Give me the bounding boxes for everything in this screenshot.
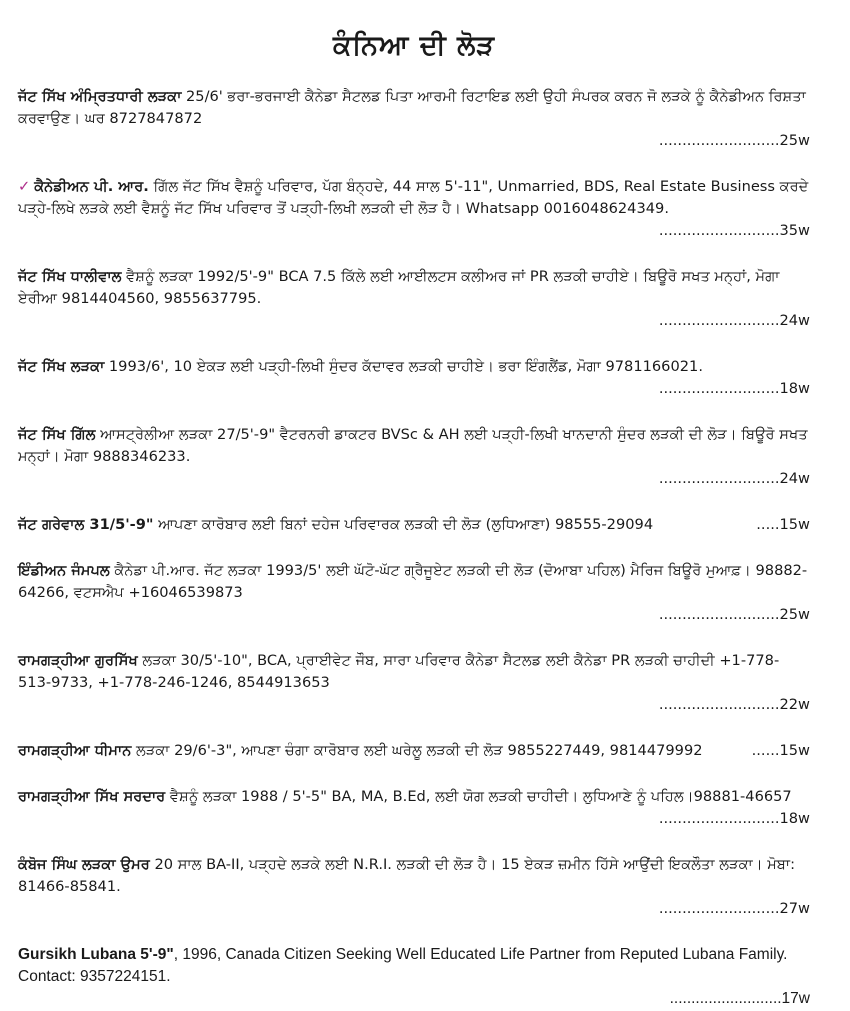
ad-body: , 1996, Canada Citizen Seeking Well Educated Life Partner from Reputed Lubana Family. Contact: 9357224151. [18,946,788,985]
ad-body: ਆਸਟ੍ਰੇਲੀਆ ਲੜਕਾ 27/5'-9" ਵੈਟਰਨਰੀ ਡਾਕਟਰ BVSc & AH ਲਈ ਪੜ੍ਹੀ-ਲਿਖੀ ਖਾਨਦਾਨੀ ਸੁੰਦਰ ਲੜਕੀ ਦੀ ਲੋੜ। ਬਿਊਰੋ ਸਖਤ ਮਨ੍ਹਾਂ। ਮੋਗਾ 9888346233. [18,426,808,465]
classified-ad [18,176,810,242]
ad-rate: ..........................17w [669,990,810,1007]
classified-ad [18,740,810,762]
ad-lead: ਇੰਡੀਅਨ ਜੰਮਪਲ [18,562,110,579]
ad-body: ਵੈਸ਼ਨੂੰ ਲੜਕਾ 1988 / 5'-5" BA, MA, B.Ed, ਲਈ ਯੋਗ ਲੜਕੀ ਚਾਹੀਦੀ। ਲੁਧਿਆਣੇ ਨੂੰ ਪਹਿਲ।98881-46657 [165,788,792,805]
ad-lead: ਜੱਟ ਸਿੱਖ ਗਿੱਲ [18,426,96,443]
classified-ad [18,424,810,490]
checkmark-icon: ✓ [18,178,31,195]
ad-body: ਲੜਕਾ 30/5'-10", BCA, ਪ੍ਰਾਈਵੇਟ ਜੌਬ, ਸਾਰਾ ਪਰਿਵਾਰ ਕੈਨੇਡਾ ਸੈਟਲਡ ਲਈ ਕੈਨੇਡਾ PR ਲੜਕੀ ਚਾਹੀਦੀ +1-778-513-9733, +1-778-246-1246, 8544913653 [18,652,780,691]
classified-ad [18,650,810,716]
ad-lead: ਰਾਮਗੜ੍ਹੀਆ ਧੀਮਾਨ [18,742,132,759]
classified-ad [18,86,810,152]
ad-body: ਲੜਕਾ 29/6'-3", ਆਪਣਾ ਚੰਗਾ ਕਾਰੋਬਾਰ ਲਈ ਘਰੇਲੂ ਲੜਕੀ ਦੀ ਲੋੜ 9855227449, 9814479992 [131,742,703,759]
ad-body: 25/6' ਭਰਾ-ਭਰਜਾਈ ਕੈਨੇਡਾ ਸੈਟਲਡ ਪਿਤਾ ਆਰਮੀ ਰਿਟਾਇਡ ਲਈ ਉਹੀ ਸੰਪਰਕ ਕਰਨ ਜੋ ਲੜਕੇ ਨੂੰ ਕੈਨੇਡੀਅਨ ਰਿਸ਼ਤਾ ਕਰਵਾਉਣ। ਘਰ 8727847872 [18,88,806,127]
ad-lead: ਕੰਬੋਜ ਸਿੰਘ ਲੜਕਾ ਉਮਰ [18,856,150,873]
ad-lead: ਕੈਨੇਡੀਅਨ ਪੀ. ਆਰ. [34,178,149,195]
ad-body: ਵੈਸ਼ਨੂੰ ਲੜਕਾ 1992/5'-9" BCA 7.5 ਕਿੱਲੇ ਲਈ ਆਈਲਟਸ ਕਲੀਅਰ ਜਾਂ PR ਲੜਕੀ ਚਾਹੀਏ। ਬਿਊਰੋ ਸਖਤ ਮਨ੍ਹਾਂ, ਮੋਗਾ ਏਰੀਆ 9814404560, 9855637795. [18,268,780,307]
ad-rate: ..........................24w [658,470,810,487]
ad-lead: ਰਾਮਗੜ੍ਹੀਆ ਸਿੱਖ ਸਰਦਾਰ [18,788,166,805]
ads-list [18,86,810,1010]
ad-lead: Gursikh Lubana 5'-9" [18,946,174,963]
ad-rate: ..........................35w [658,222,810,239]
ad-rate: ..........................22w [658,696,810,713]
classified-ad [18,944,810,1010]
ad-body: 1993/6', 10 ਏਕੜ ਲਈ ਪੜ੍ਹੀ-ਲਿਖੀ ਸੁੰਦਰ ਕੱਦਾਵਰ ਲੜਕੀ ਚਾਹੀਏ। ਭਰਾ ਇੰਗਲੈਂਡ, ਮੋਗਾ 9781166021. [104,358,703,375]
ad-rate: ..........................18w [658,810,810,827]
ad-lead: ਜੱਟ ਸਿੱਖ ਲੜਕਾ [18,358,105,375]
ad-rate: ......15w [751,742,810,759]
classified-ad [18,854,810,920]
classified-ad [18,786,810,830]
classified-ad [18,356,810,400]
ad-rate: ..........................25w [658,606,810,623]
ad-rate: ..........................24w [658,312,810,329]
ad-body: ਆਪਣਾ ਕਾਰੋਬਾਰ ਲਈ ਬਿਨਾਂ ਦਹੇਜ ਪਰਿਵਾਰਕ ਲੜਕੀ ਦੀ ਲੋੜ (ਲੁਧਿਆਣਾ) 98555-29094 [153,516,654,533]
ad-rate: ..........................27w [658,900,810,917]
classified-ad [18,266,810,332]
classified-ad [18,560,810,626]
ad-body: ਕੈਨੇਡਾ ਪੀ.ਆਰ. ਜੱਟ ਲੜਕਾ 1993/5' ਲਈ ਘੱਟੋ-ਘੱਟ ਗ੍ਰੈਜੂਏਟ ਲੜਕੀ ਦੀ ਲੋੜ (ਦੋਆਬਾ ਪਹਿਲ) ਮੈਰਿਜ ਬਿਊਰੋ ਮੁਆਫ਼। 98882-64266, ਵਟਸਐਪ +16046539873 [18,562,808,601]
ad-rate: ..........................25w [658,132,810,149]
ad-body: ਗਿੱਲ ਜੱਟ ਸਿੱਖ ਵੈਸ਼ਨੂੰ ਪਰਿਵਾਰ, ਪੱਗ ਬੰਨ੍ਹਦੇ, 44 ਸਾਲ 5'-11", Unmarried, BDS, Real Estate Business ਕਰਦੇ ਪੜ੍ਹੇ-ਲਿਖੇ ਲੜਕੇ ਲਈ ਵੈਸ਼ਨੂੰ ਜੱਟ ਸਿੱਖ ਪਰਿਵਾਰ ਤੋਂ ਪੜ੍ਹੀ-ਲਿਖੀ ਲੜਕੀ ਦੀ ਲੋੜ ਹੈ। Whatsapp 0016048624349. [18,178,809,217]
ad-lead: ਰਾਮਗੜ੍ਹੀਆ ਗੁਰਸਿੱਖ [18,652,138,669]
ad-rate: ..........................18w [658,380,810,397]
page-title: ਕੰਨਿਆ ਦੀ ਲੋੜ [332,30,496,61]
ad-lead: ਜੱਟ ਸਿੱਖ ਧਾਲੀਵਾਲ [18,268,122,285]
classified-ad [18,514,810,536]
ad-rate: .....15w [756,516,810,533]
ad-lead: ਜੱਟ ਗਰੇਵਾਲ 31/5'-9" [18,516,154,533]
ad-body: 20 ਸਾਲ BA-II, ਪੜ੍ਹਦੇ ਲੜਕੇ ਲਈ N.R.I. ਲੜਕੀ ਦੀ ਲੋੜ ਹੈ। 15 ਏਕੜ ਜ਼ਮੀਨ ਹਿੱਸੇ ਆਉਂਦੀ ਇਕਲੌਤਾ ਲੜਕਾ। ਮੋਬਾ: 81466-85841. [18,856,795,895]
ad-lead: ਜੱਟ ਸਿੱਖ ਅੰਮ੍ਰਿਤਧਾਰੀ ਲੜਕਾ [18,88,182,105]
